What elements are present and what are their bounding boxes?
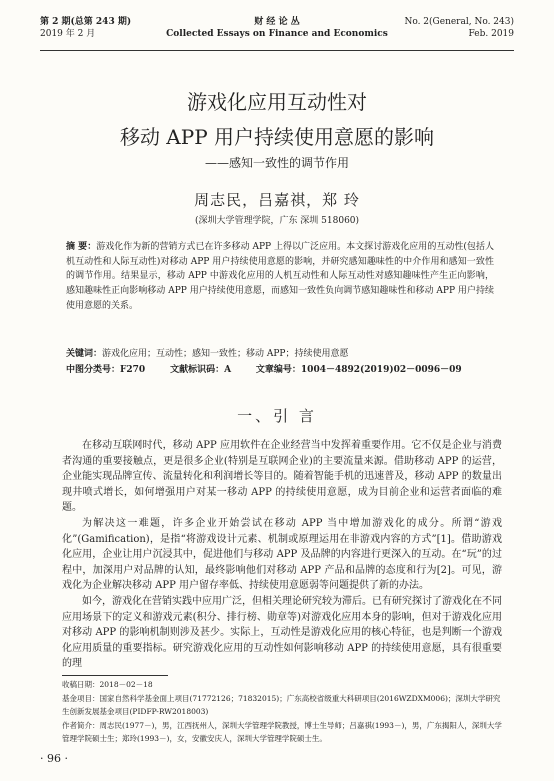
clc-number: 中图分类号：F270 xyxy=(66,365,146,375)
footnote-fund: 基金项目：国家自然科学基金面上项目(71772126；71832015)；广东高校省级重大科研项目(2016WZDXM006)；深圳大学研究生创新发展基金项目(PIDFP-RW2018003) xyxy=(62,693,501,716)
article-authors: 周志民，吕嘉祺，郑 玲 xyxy=(194,191,360,209)
paragraph-1: 在移动互联网时代，移动 APP 应用软件在企业经营当中发挥着重要作用。它不仅是企业与消费者沟通的重要接触点，更是很多企业(特别是互联网企业)的主要流量来源。借助移动 APP 的运营，企业能实现品牌宣传、流量转化和利润增长等目的。随着智能手机的迅速普及，移动 APP 的数量出现井喷式增长，如何增强用户对某一移动 APP 的持续使用意愿，成为目前企业和运营者面临的难题。 xyxy=(62,440,502,514)
footnotes xyxy=(62,678,506,746)
header-journal-cn: 财 经 论 丛 xyxy=(254,17,300,27)
keywords-text: 游戏化应用；互动性；感知一致性；移动 APP；持续使用意愿 xyxy=(102,349,349,359)
header-issue-number: 第 2 期(总第 243 期) xyxy=(40,17,132,27)
keywords-label: 关键词： xyxy=(66,349,103,359)
article-title-line1: 游戏化应用互动性对 xyxy=(187,90,367,114)
footnote-authors: 作者简介：周志民(1977－)，男，江西抚州人，深圳大学管理学院教授，博士生导师；吕嘉祺(1993－)，男，广东揭阳人，深圳大学管理学院硕士生；郑玲(1993－)，女，安徽安庆人，深圳大学管理学院硕士生。 xyxy=(62,720,502,743)
header-volume-date: Feb. 2019 xyxy=(468,29,514,39)
section-heading: 一、引 言 xyxy=(237,407,317,425)
article-subtitle: ——感知一致性的调节作用 xyxy=(204,156,349,170)
running-header xyxy=(40,16,514,51)
body-text xyxy=(62,438,502,672)
document-code: 文献标识码：A xyxy=(170,365,232,375)
article-number: 文章编号：1004－4892(2019)02－0096－09 xyxy=(255,365,462,375)
header-issue-date: 2019 年 2 月 xyxy=(40,29,96,39)
article-title-line2: 移动 APP 用户持续使用意愿的影响 xyxy=(119,125,435,149)
paragraph-3: 如今，游戏化在营销实践中应用广泛，但相关理论研究较为滞后。已有研究探讨了游戏化在不同应用场景下的定义和游戏元素(积分、排行榜、勋章等)对游戏化应用本身的影响，但对于游戏化应用对移动 APP 的影响机制则涉及甚少。实际上，互动性是游戏化应用的核心特征，也是判断一个游戏化应用质量的重要指标。研究游戏化应用的互动性如何影响移动 APP 的持续使用意愿，具有很重要的理 xyxy=(62,595,502,670)
footnote-divider xyxy=(62,675,168,676)
header-volume-number: No. 2(General, No. 243) xyxy=(404,17,514,27)
abstract-label: 摘 要： xyxy=(66,242,97,252)
footnote-received: 收稿日期：2018－02－18 xyxy=(62,680,153,689)
classification-line xyxy=(66,362,506,375)
header-volume xyxy=(404,16,514,40)
abstract xyxy=(66,240,494,314)
keywords xyxy=(66,346,496,359)
page-number: · 96 · xyxy=(40,752,68,765)
paragraph-2: 为解决这一难题，许多企业开始尝试在移动 APP 当中增加游戏化的成分。所谓“游戏化”(Gamification)，是指“将游戏设计元素、机制或原理运用在非游戏内容的方式”[1]。借助游戏化应用，企业让用户沉浸其中，促进他们与移动 APP 及品牌的内容进行更深入的互动。在“玩”的过程中，加深用户对品牌的认知，最终影响他们对移动 APP 产品和品牌的态度和行为[2]。可见，游戏化为企业解决移动 APP 用户留存率低、持续使用意愿弱等问题提供了新的办法。 xyxy=(62,517,502,592)
header-journal-en: Collected Essays on Finance and Economics xyxy=(166,29,388,39)
abstract-text: 游戏化作为新的营销方式已在许多移动 APP 上得以广泛应用。本文探讨游戏化应用的互动性(包括人机互动性和人际互动性)对移动 APP 用户持续使用意愿的影响，并研究感知趣味性的中介作用和感知一致性的调节作用。结果显示，移动 APP 中游戏化应用的人机互动性和人际互动性对感知趣味性产生正向影响，感知趣味性正向影响移动 APP 用户持续使用意愿，而感知一致性负向调节感知趣味性和移动 APP 用户持续使用意愿的关系。 xyxy=(66,242,494,311)
article-affiliation: (深圳大学管理学院，广东 深圳 518060) xyxy=(194,216,360,226)
